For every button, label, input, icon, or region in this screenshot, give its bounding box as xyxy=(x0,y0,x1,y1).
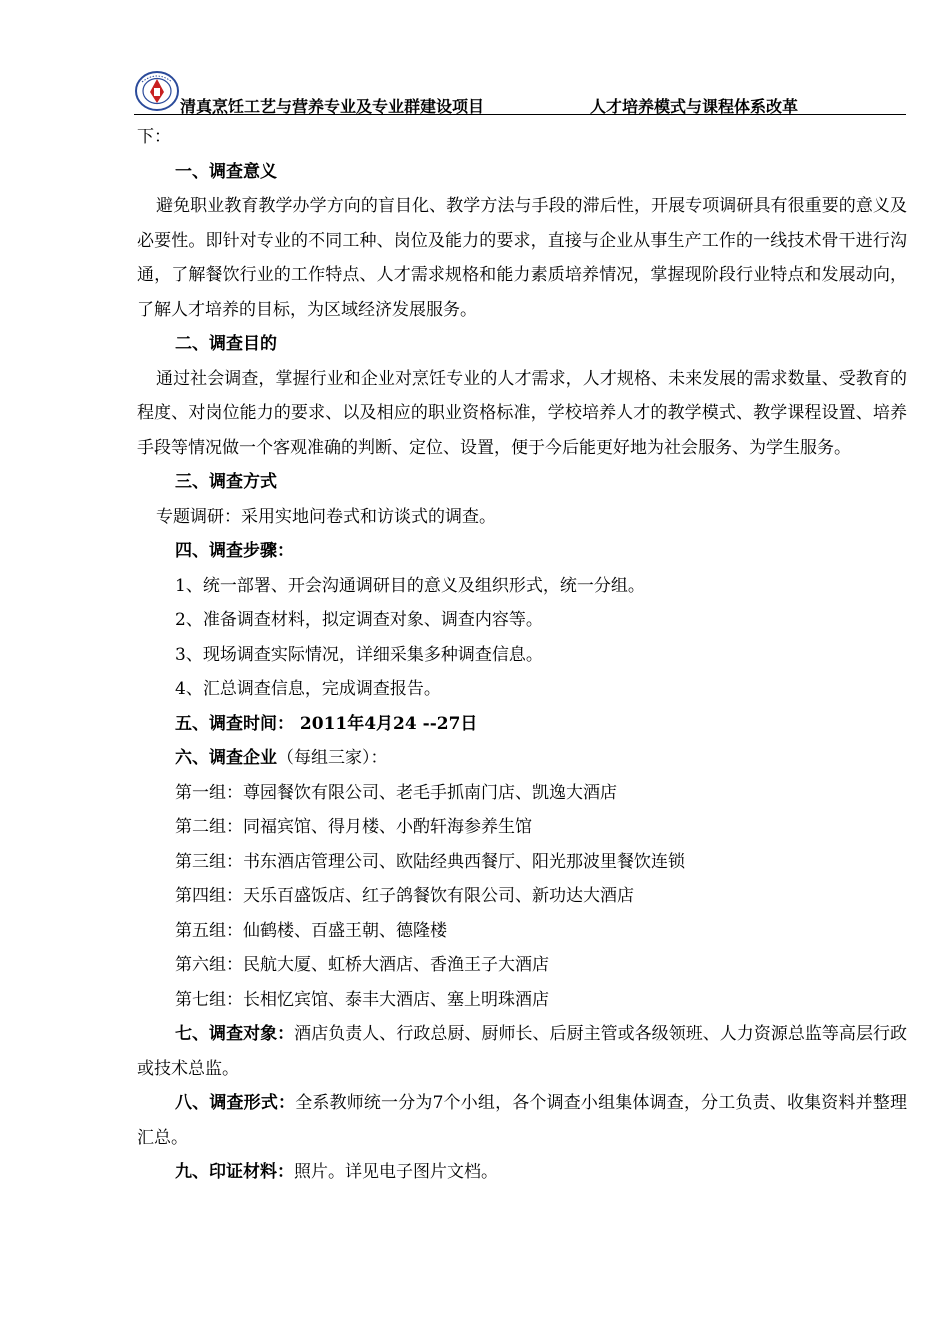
step-item: 3、现场调查实际情况，详细采集多种调查信息。 xyxy=(175,644,543,665)
section-6-heading xyxy=(137,741,907,776)
group-item: 第三组：书东酒店管理公司、欧陆经典西餐厅、阳光那波里餐饮连锁 xyxy=(175,851,685,872)
section-9-paragraph xyxy=(137,1155,907,1190)
group-item: 第五组：仙鹤楼、百盛王朝、德隆楼 xyxy=(175,920,447,941)
group-item: 第四组：天乐百盛饭店、红子鸽餐饮有限公司、新功达大酒店 xyxy=(175,886,634,906)
section-4-heading: 四、调查步骤： xyxy=(175,541,294,561)
section-2-text: 通过社会调查，掌握行业和企业对烹饪专业的人才需求，人才规格、未来发展的需求数量、受教育的程度、对岗位能力的要求、以及相应的职业资格标准，学校培养人才的教学模式、教学课程设置、培养手段等情况做一个客观准确的判断、定位、设置，便于今后能更好地为社会服务、为学生服务。 xyxy=(137,368,907,458)
section-1-heading: 一、调查意义 xyxy=(175,161,277,182)
school-logo-icon xyxy=(134,70,180,112)
project-title: 清真烹饪工艺与营养专业及专业群建设项目 xyxy=(180,97,485,116)
section-8-paragraph xyxy=(137,1086,907,1155)
step-item: 2、准备调查材料，拟定调查对象、调查内容等。 xyxy=(175,610,543,630)
section-8-title: 八、调查形式： xyxy=(175,1093,296,1113)
section-5-heading: 五、调查时间： 2011年4月24 --27日 xyxy=(175,713,478,734)
section-6-note: （每组三家）： xyxy=(277,748,388,768)
section-7-text: 酒店负责人、行政总厨、厨师长、后厨主管或各级领班、人力资源总监等高层行政或技术总监。 xyxy=(137,1024,908,1079)
section-9-title: 九、印证材料： xyxy=(175,1162,294,1182)
section-6-title: 六、调查企业 xyxy=(175,748,277,768)
section-3-text: 专题调研：采用实地问卷式和访谈式的调查。 xyxy=(156,506,496,527)
section-1-text: 避免职业教育教学办学方向的盲目化、教学方法与手段的滞后性，开展专项调研具有很重要的意义及必要性。即针对专业的不同工种、岗位及能力的要求，直接与企业从事生产工作的一线技术骨干进行沟通，了解餐饮行业的工作特点、人才需求规格和能力素质培养情况，掌握现阶段行业特点和发展动向，了解人才培养的目标，为区域经济发展服务。 xyxy=(137,196,907,320)
group-item: 第七组：长相忆宾馆、泰丰大酒店、塞上明珠酒店 xyxy=(175,989,549,1010)
group-item: 第一组：尊园餐饮有限公司、老毛手抓南门店、凯逸大酒店 xyxy=(175,782,617,803)
group-item: 第六组：民航大厦、虹桥大酒店、香渔王子大酒店 xyxy=(175,955,549,975)
section-2-heading: 二、调查目的 xyxy=(175,334,277,354)
step-item: 1、统一部署、开会沟通调研目的意义及组织形式，统一分组。 xyxy=(175,575,645,596)
section-title: 人才培养模式与课程体系改革 xyxy=(590,97,799,116)
section-8-text: 全系教师统一分为7个小组，各个调查小组集体调查，分工负责、收集资料并整理汇总。 xyxy=(137,1093,907,1148)
section-3-heading: 三、调查方式 xyxy=(175,472,277,492)
section-7-paragraph xyxy=(137,1017,907,1086)
group-item: 第二组：同福宾馆、得月楼、小酌轩海参养生馆 xyxy=(175,817,532,837)
intro-text: 下： xyxy=(137,127,171,147)
section-9-text: 照片。详见电子图片文档。 xyxy=(294,1162,498,1182)
step-item: 4、汇总调查信息，完成调查报告。 xyxy=(175,679,441,699)
section-7-title: 七、调查对象： xyxy=(175,1024,295,1044)
page-header xyxy=(134,68,906,115)
document-body xyxy=(137,120,907,1190)
